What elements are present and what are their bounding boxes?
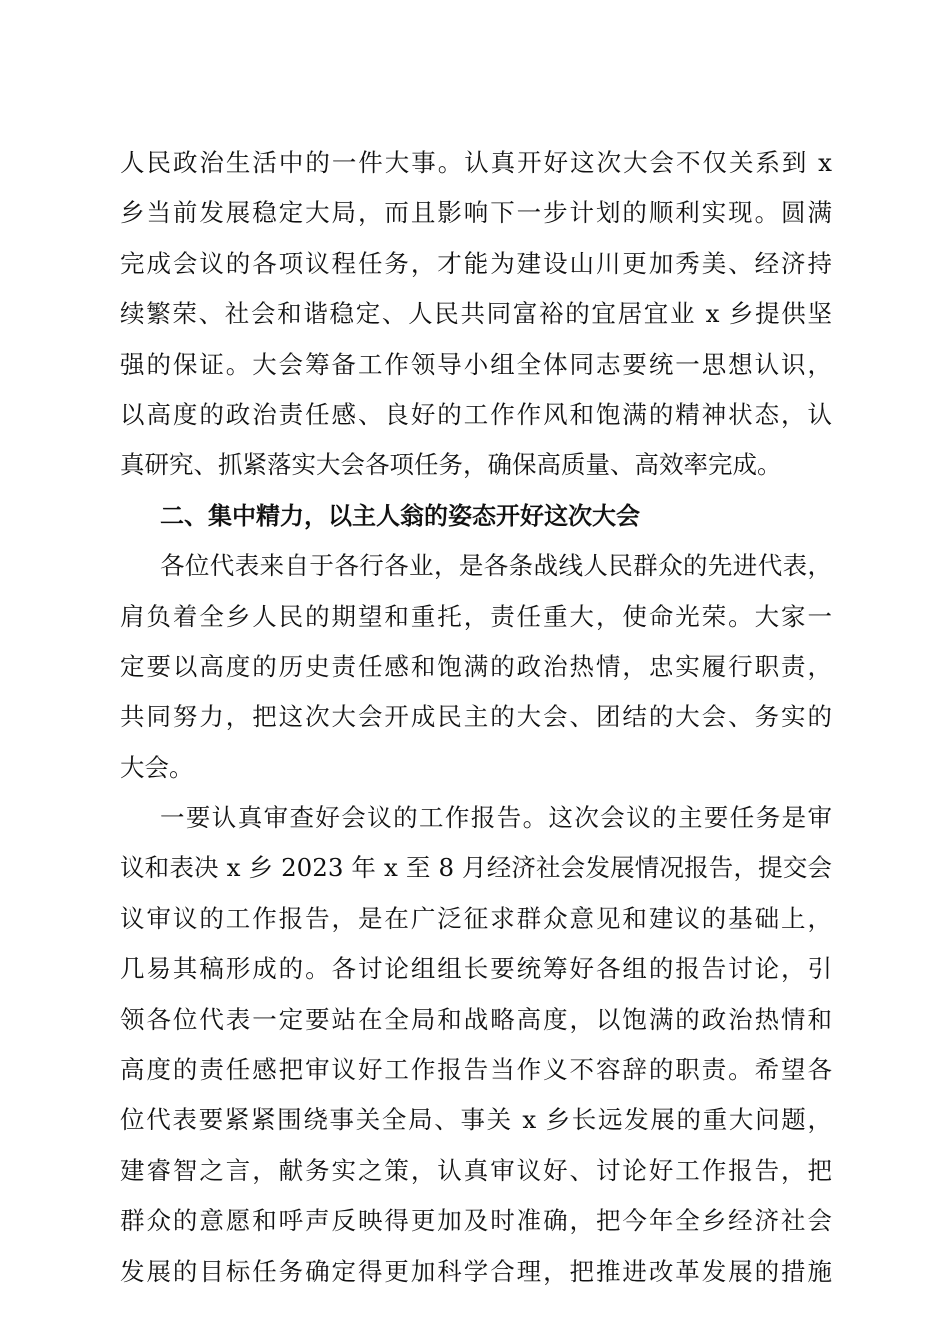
paragraph-1-line-6: 以高度的政治责任感、良好的工作作风和饱满的精神状态，认: [120, 399, 832, 429]
paragraph-3-line-9: 群众的意愿和呼声反映得更加及时准确，把今年全乡经济社会: [120, 1206, 832, 1236]
paragraph-1-line-1: 人民政治生活中的一件大事。认真开好这次大会不仅关系到 x: [120, 148, 832, 177]
paragraph-3-line-10: 发展的目标任务确定得更加科学合理，把推进改革发展的措施: [120, 1256, 832, 1286]
document-body: [120, 138, 832, 1297]
paragraph-1-line-7: 真研究、抓紧落实大会各项任务，确保高质量、高效率完成。: [120, 450, 782, 480]
paragraph-2-line-1: 各位代表来自于各行各业，是各条战线人民群众的先进代表，: [160, 551, 832, 581]
paragraph-3-line-6: 高度的责任感把审议好工作报告当作义不容辞的职责。希望各: [120, 1055, 832, 1085]
paragraph-1-line-2: 乡当前发展稳定大局，而且影响下一步计划的顺利实现。圆满: [120, 198, 832, 228]
paragraph-1-line-5: 强的保证。大会筹备工作领导小组全体同志要统一思想认识，: [120, 349, 832, 379]
paragraph-2-line-4: 共同努力，把这次大会开成民主的大会、团结的大会、务实的: [120, 702, 832, 732]
paragraph-3-line-7: 位代表要紧紧围绕事关全局、事关 x 乡长远发展的重大问题，: [120, 1105, 832, 1135]
paragraph-1-line-3: 完成会议的各项议程任务，才能为建设山川更加秀美、经济持: [120, 248, 832, 278]
paragraph-2-line-5: 大会。: [120, 752, 194, 782]
paragraph-2-line-3: 定要以高度的历史责任感和饱满的政治热情，忠实履行职责，: [120, 651, 832, 681]
paragraph-2-line-2: 肩负着全乡人民的期望和重托，责任重大，使命光荣。大家一: [120, 601, 832, 631]
section-heading-2: 二、集中精力，以主人翁的姿态开好这次大会: [160, 501, 640, 530]
paragraph-3-line-3: 议审议的工作报告，是在广泛征求群众意见和建议的基础上，: [120, 903, 832, 933]
paragraph-3-line-2: 议和表决 x 乡 2023 年 x 至 8 月经济社会发展情况报告，提交会: [120, 853, 832, 883]
paragraph-3-line-4: 几易其稿形成的。各讨论组组长要统筹好各组的报告讨论，引: [120, 954, 832, 984]
paragraph-3-line-1: 一要认真审查好会议的工作报告。这次会议的主要任务是审: [160, 803, 832, 833]
paragraph-1-line-4: 续繁荣、社会和谐稳定、人民共同富裕的宜居宜业 x 乡提供坚: [120, 299, 832, 329]
paragraph-3-line-8: 建睿智之言，献务实之策，认真审议好、讨论好工作报告，把: [120, 1155, 832, 1185]
paragraph-3-line-5: 领各位代表一定要站在全局和战略高度，以饱满的政治热情和: [120, 1004, 832, 1034]
